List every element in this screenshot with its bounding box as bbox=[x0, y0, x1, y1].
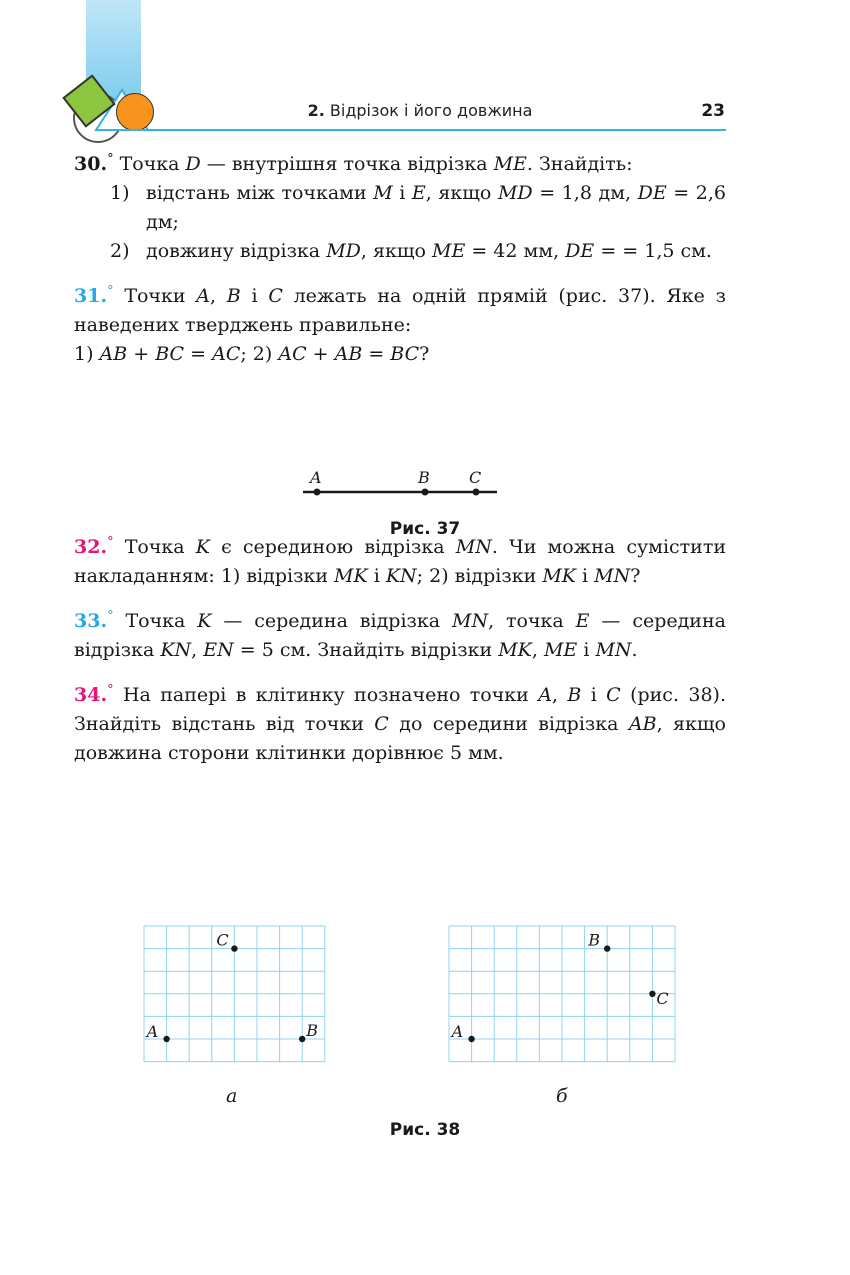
point-a-dot bbox=[314, 489, 321, 496]
text-run: = bbox=[184, 343, 213, 365]
math-variable: AC bbox=[212, 343, 241, 365]
math-variable: M bbox=[373, 182, 393, 204]
figure-37-space bbox=[74, 385, 726, 533]
text-run: = 42 мм, bbox=[465, 240, 566, 262]
text-run: На папері в клітинку позначено точки bbox=[122, 684, 539, 706]
text-run: , якщо довжина сторони клітинки дорівнює 5 мм. bbox=[74, 713, 726, 764]
text-run: Точки bbox=[124, 285, 197, 307]
subitem-text bbox=[146, 179, 726, 237]
text-run: (рис. 38). Знайдіть відстань від точки bbox=[74, 684, 726, 735]
math-variable: MN bbox=[595, 639, 632, 661]
point-b-label: B bbox=[306, 1021, 318, 1040]
degree-mark: ° bbox=[107, 283, 114, 299]
point-a-label: A bbox=[146, 1022, 159, 1041]
math-variable: AB bbox=[99, 343, 128, 365]
problem-number bbox=[74, 285, 114, 307]
text-run: , bbox=[551, 684, 568, 706]
point-a-dot bbox=[468, 1036, 474, 1042]
text-run: довжину відрізка bbox=[146, 240, 327, 262]
text-run: , точка bbox=[488, 610, 576, 632]
math-variable: A bbox=[538, 684, 552, 706]
text-run: і bbox=[575, 565, 595, 587]
text-run: 1) bbox=[74, 343, 100, 365]
text-run: — середина відрізка bbox=[74, 610, 726, 661]
problem-number-text: 32. bbox=[74, 536, 108, 558]
problem-number-text: 33. bbox=[74, 610, 108, 632]
figure-38b-label: б bbox=[556, 1085, 568, 1107]
text-run: — середина відрізка bbox=[211, 610, 452, 632]
math-variable: MN bbox=[455, 536, 492, 558]
math-variable: BC bbox=[390, 343, 420, 365]
figure-38b bbox=[445, 922, 685, 1067]
math-variable: ME bbox=[493, 153, 527, 175]
text-run: і bbox=[581, 684, 607, 706]
math-variable: MN bbox=[451, 610, 489, 632]
text-run: = bbox=[362, 343, 391, 365]
math-variable: E bbox=[411, 182, 426, 204]
math-variable: MK bbox=[334, 565, 368, 587]
math-variable: K bbox=[195, 536, 210, 558]
point-c-label: C bbox=[216, 930, 229, 950]
text-run: Точка bbox=[119, 153, 186, 175]
math-variable: DE bbox=[565, 240, 595, 262]
degree-mark: ° bbox=[107, 151, 114, 167]
point-b-dot bbox=[299, 1036, 305, 1042]
math-variable: KN bbox=[385, 565, 417, 587]
problem-number-text: 31. bbox=[74, 285, 108, 307]
text-run: = 5 см. Знайдіть відрізки bbox=[233, 639, 499, 661]
text-run: відстань між точками bbox=[146, 182, 374, 204]
point-a-dot bbox=[163, 1036, 169, 1042]
subitem-text bbox=[146, 237, 726, 266]
text-run: і bbox=[367, 565, 386, 587]
text-run: лежать на одній прямій (рис. 37). Яке з наведених тверджень правильне: bbox=[74, 285, 726, 336]
math-variable: B bbox=[226, 285, 241, 307]
problem-34 bbox=[74, 681, 726, 768]
text-run: . bbox=[631, 639, 638, 661]
math-variable: AC bbox=[278, 343, 307, 365]
point-a-label: A bbox=[451, 1022, 464, 1041]
problem-subitem bbox=[110, 179, 726, 237]
math-variable: MK bbox=[498, 639, 532, 661]
text-run: , bbox=[191, 639, 204, 661]
text-run: Точка bbox=[124, 536, 196, 558]
problem-number bbox=[74, 684, 114, 706]
problem-32 bbox=[74, 533, 726, 591]
math-variable: D bbox=[185, 153, 201, 175]
point-c-dot bbox=[231, 945, 237, 951]
section-title: Відрізок і його довжина bbox=[329, 101, 533, 120]
page-number: 23 bbox=[701, 101, 725, 121]
problem-33 bbox=[74, 607, 726, 665]
header-rule bbox=[110, 129, 726, 131]
text-run: — внутрішня точка відрізка bbox=[200, 153, 494, 175]
running-head bbox=[290, 101, 550, 120]
math-variable: C bbox=[606, 684, 621, 706]
math-variable: AB bbox=[334, 343, 363, 365]
figure-38-caption: Рис. 38 bbox=[389, 1120, 461, 1140]
text-run: + bbox=[306, 343, 335, 365]
point-a-label: A bbox=[310, 468, 322, 487]
math-variable: K bbox=[197, 610, 212, 632]
point-b-label: B bbox=[418, 468, 430, 487]
text-run: є серединою відрізка bbox=[209, 536, 456, 558]
text-run: Точка bbox=[125, 610, 198, 632]
text-run: , bbox=[531, 639, 544, 661]
problem-31 bbox=[74, 282, 726, 369]
text-run: , якщо bbox=[425, 182, 498, 204]
math-variable: B bbox=[567, 684, 582, 706]
figure-38a bbox=[140, 922, 340, 1067]
degree-mark: ° bbox=[107, 608, 114, 624]
text-run: = = 1,5 см. bbox=[594, 240, 712, 262]
point-c-dot bbox=[473, 489, 480, 496]
text-run: ; 2) bbox=[240, 343, 279, 365]
text-run: , bbox=[210, 285, 227, 307]
math-variable: AB bbox=[628, 713, 657, 735]
text-run: ? bbox=[630, 565, 641, 587]
math-variable: EN bbox=[203, 639, 234, 661]
problem-number bbox=[74, 610, 114, 632]
math-variable: MN bbox=[594, 565, 631, 587]
point-b-dot bbox=[604, 945, 610, 951]
point-c-label: C bbox=[656, 988, 669, 1008]
math-variable: MK bbox=[542, 565, 576, 587]
problem-30 bbox=[74, 150, 726, 266]
math-variable: E bbox=[575, 610, 590, 632]
section-number: 2. bbox=[307, 101, 325, 120]
text-run: , якщо bbox=[360, 240, 432, 262]
text-run: ? bbox=[419, 343, 430, 365]
figure-38a-label: а bbox=[226, 1085, 238, 1107]
logo-orange-circle bbox=[116, 93, 154, 131]
subitem-label: 1) bbox=[110, 182, 130, 204]
text-run: і bbox=[240, 285, 269, 307]
problem-number bbox=[74, 536, 114, 558]
math-variable: MD bbox=[326, 240, 361, 262]
math-variable: A bbox=[196, 285, 210, 307]
point-b-label: B bbox=[588, 930, 600, 950]
text-run: і bbox=[392, 182, 412, 204]
math-variable: ME bbox=[431, 240, 466, 262]
degree-mark: ° bbox=[107, 534, 114, 550]
problem-subitem bbox=[110, 237, 726, 266]
text-run: . Чи можна сумістити накладанням: 1) відрізки bbox=[74, 536, 727, 587]
text-run: ; 2) відрізки bbox=[416, 565, 543, 587]
text-run: = 1,8 дм, bbox=[532, 182, 638, 204]
math-variable: BC bbox=[155, 343, 185, 365]
point-c-dot bbox=[649, 991, 655, 997]
problem-number bbox=[74, 153, 114, 175]
problem-number-text: 30. bbox=[74, 153, 108, 175]
math-variable: KN bbox=[160, 639, 192, 661]
text-run: + bbox=[127, 343, 156, 365]
text-run: і bbox=[577, 639, 596, 661]
problem-line bbox=[74, 340, 726, 369]
figure-37-caption: Рис. 37 bbox=[389, 519, 461, 539]
degree-mark: ° bbox=[107, 682, 114, 698]
subitem-label: 2) bbox=[110, 240, 130, 262]
math-variable: MD bbox=[497, 182, 533, 204]
text-run: = 2,6 дм; bbox=[146, 182, 727, 233]
math-variable: C bbox=[374, 713, 389, 735]
figure-37 bbox=[300, 462, 520, 502]
text-run: . Знайдіть: bbox=[526, 153, 633, 175]
problem-number-text: 34. bbox=[74, 684, 108, 706]
math-variable: C bbox=[268, 285, 283, 307]
math-variable: ME bbox=[543, 639, 578, 661]
point-c-label: C bbox=[469, 468, 482, 487]
text-run: до середини відрізка bbox=[388, 713, 629, 735]
point-b-dot bbox=[422, 489, 429, 496]
math-variable: DE bbox=[637, 182, 667, 204]
